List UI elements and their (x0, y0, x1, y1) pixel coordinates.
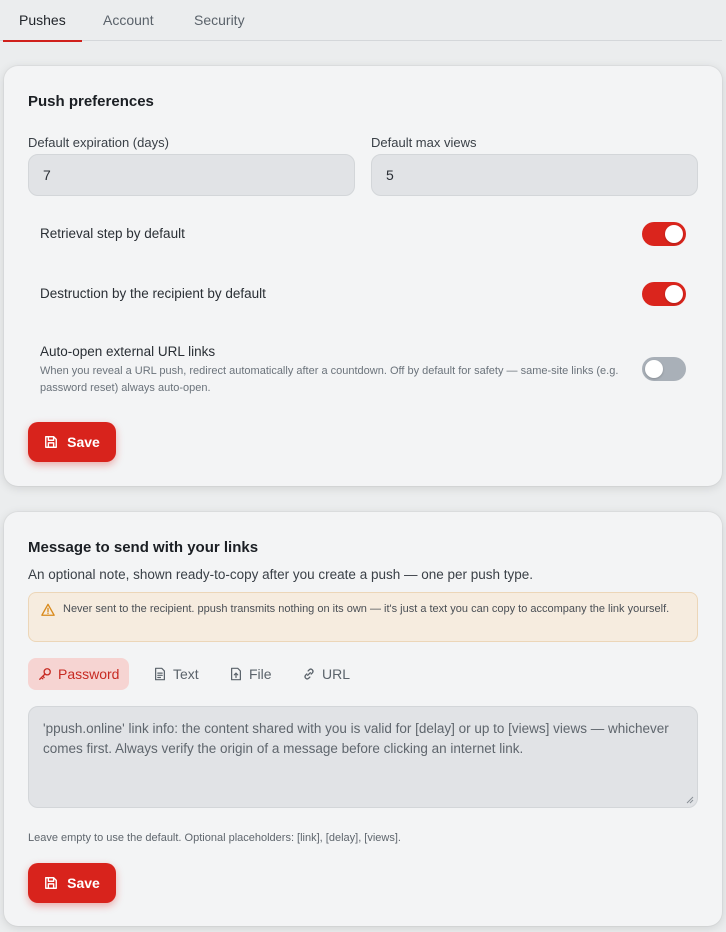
push-preferences-title: Push preferences (28, 93, 154, 110)
message-card (4, 512, 722, 926)
auto-open-label: Auto-open external URL links (40, 344, 216, 359)
auto-open-toggle[interactable] (642, 357, 686, 381)
save-label: Save (67, 875, 100, 891)
tab-file-label: File (249, 666, 272, 682)
placeholder-hint: Leave empty to use the default. Optional placeholders: [link], [delay], [views]. (28, 832, 401, 844)
max-views-label: Default max views (371, 135, 477, 150)
resize-grip-icon[interactable] (686, 796, 694, 804)
tab-text[interactable] (143, 658, 209, 690)
document-icon (153, 667, 167, 681)
tab-password[interactable] (28, 658, 129, 690)
save-message-button[interactable] (28, 863, 116, 903)
tab-text-label: Text (173, 666, 199, 682)
key-icon (38, 667, 52, 681)
message-title: Message to send with your links (28, 539, 259, 556)
tab-account[interactable]: Account (103, 12, 154, 28)
toggle-knob (665, 285, 683, 303)
file-upload-icon (229, 667, 243, 681)
auto-open-description: When you reveal a URL push, redirect automatically after a countdown. Off by default for safety — same-site links (e.g. password reset) always auto-open. (40, 365, 619, 394)
toggle-knob (645, 360, 663, 378)
save-preferences-button[interactable] (28, 422, 116, 462)
message-subtitle: An optional note, shown ready-to-copy after you create a push — one per push type. (28, 567, 534, 582)
tab-file[interactable] (219, 658, 282, 690)
retrieval-step-label: Retrieval step by default (40, 226, 185, 241)
toggle-knob (665, 225, 683, 243)
message-textarea[interactable] (28, 706, 698, 808)
warning-text: Never sent to the recipient. ppush transmits nothing on its own — it's just a text you can copy to accompany the link yourself. (63, 603, 670, 615)
push-preferences-card (4, 66, 722, 486)
expiration-input[interactable]: 7 (28, 154, 355, 196)
save-icon (44, 876, 58, 890)
save-label: Save (67, 434, 100, 450)
warning-icon (41, 603, 55, 617)
max-views-input[interactable]: 5 (371, 154, 698, 196)
tab-url-label: URL (322, 666, 351, 682)
retrieval-step-toggle[interactable] (642, 222, 686, 246)
destruction-label: Destruction by the recipient by default (40, 286, 266, 301)
message-text: 'ppush.online' link info: the content shared with you is valid for [delay] or up to [views] views — whichever comes first. Always verify the origin of a message before clicking an internet link. (43, 721, 669, 756)
settings-tabbar (0, 0, 722, 41)
tab-security[interactable]: Security (194, 12, 245, 28)
tab-url[interactable] (292, 658, 360, 690)
warning-banner (28, 592, 698, 642)
destruction-toggle[interactable] (642, 282, 686, 306)
link-icon (302, 667, 316, 681)
expiration-label: Default expiration (days) (28, 135, 169, 150)
tab-pushes[interactable]: Pushes (19, 0, 66, 41)
save-icon (44, 435, 58, 449)
tab-password-label: Password (58, 666, 120, 682)
